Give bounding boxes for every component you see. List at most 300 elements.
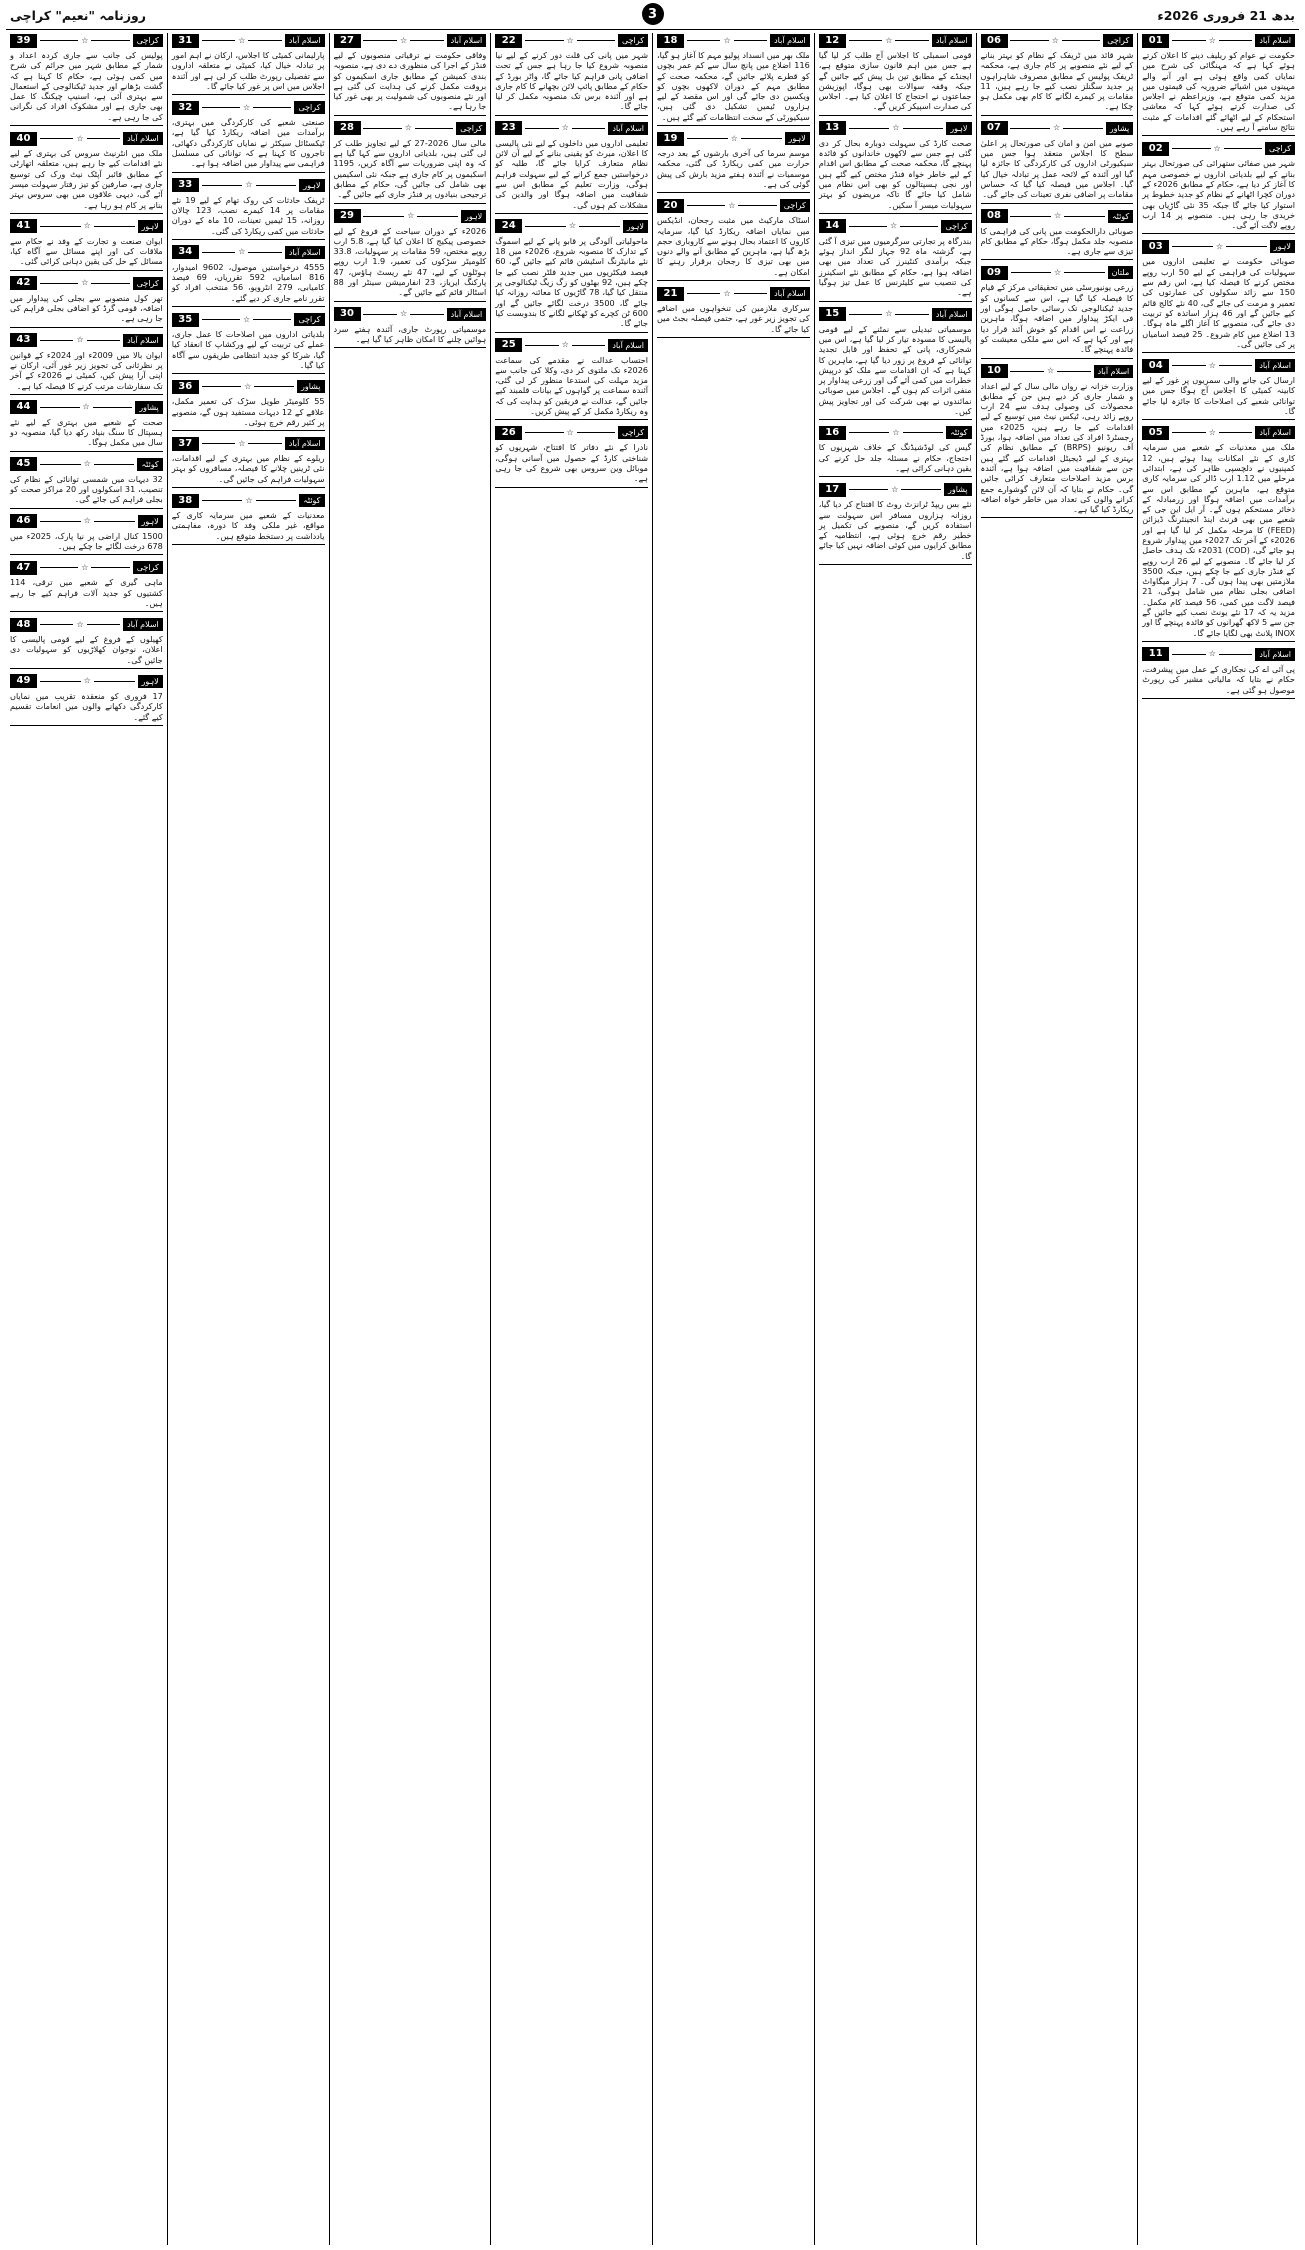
story-number-badge: 26 xyxy=(495,426,522,440)
story-header xyxy=(981,121,1134,136)
story-divider xyxy=(495,419,648,420)
story-number-badge: 15 xyxy=(819,307,846,321)
star-divider-icon xyxy=(40,279,130,287)
news-story[interactable] xyxy=(495,121,648,214)
news-column xyxy=(6,33,167,2245)
dateline-tag: کراچی xyxy=(456,122,486,135)
story-body: اسٹاک مارکیٹ میں مثبت رجحان، انڈیکس میں نمایاں اضافہ ریکارڈ کیا گیا، سرمایہ کاروں کا اعتماد بحال ہونے سے کاروباری حجم بڑھ گیا ہے، ماہرین کے مطابق آنے والے دنوں میں بھی تیزی کا رجحان برقرار رہنے کا امکان ہے۔ xyxy=(657,215,810,277)
story-header xyxy=(10,219,163,234)
news-story[interactable] xyxy=(819,307,972,421)
story-header xyxy=(10,674,163,689)
story-number-badge: 43 xyxy=(10,333,37,347)
star-divider-icon xyxy=(849,37,929,45)
story-divider xyxy=(981,115,1134,116)
story-number-badge: 28 xyxy=(334,121,361,135)
story-body: تھر کول منصوبے سے بجلی کی پیداوار میں اضافہ، قومی گرڈ کو اضافی بجلی فراہم کی جا رہی ہے۔ xyxy=(10,292,163,324)
story-number-badge: 33 xyxy=(172,178,199,192)
dateline-tag: کوئٹہ xyxy=(137,458,162,471)
news-story[interactable] xyxy=(172,178,325,240)
story-body: تعلیمی اداروں میں داخلوں کے لیے نئی پالیسی کا اعلان، میرٹ کو یقینی بنانے کے لیے آن لائن نظام متعارف کرایا جائے گا، طلبہ کو درخواستیں جمع کرانے کے لیے سہولت فراہم ہوگی، وزارت تعلیم کے مطابق اس سے شفافیت میں اضافہ ہوگا اور والدین کی مشکلات کم ہوں گی۔ xyxy=(495,137,648,210)
story-number-badge: 32 xyxy=(172,101,199,115)
star-glyph: ☆ xyxy=(399,35,408,45)
dateline-tag: کراچی xyxy=(294,101,324,114)
news-story[interactable] xyxy=(819,33,972,116)
story-body: معدنیات کے شعبے میں سرمایہ کاری کے مواقع، غیر ملکی وفد کا دورہ، مفاہمتی یادداشت پر دستخط متوقع ہیں۔ xyxy=(171,510,325,541)
story-header xyxy=(819,33,972,48)
story-divider xyxy=(981,203,1134,204)
dateline-tag: کراچی xyxy=(618,426,648,439)
dateline-tag: اسلام آباد xyxy=(770,287,810,300)
news-column xyxy=(1137,33,1299,2245)
news-story[interactable] xyxy=(10,514,163,556)
story-body: پارلیمانی کمیٹی کا اجلاس، ارکان نے اہم امور پر تبادلہ خیال کیا، کمیٹی نے متعلقہ اداروں سے تفصیلی رپورٹ طلب کر لی ہے اور آئندہ اجلاس میں اس پر غور کیا جائے گا۔ xyxy=(171,50,325,91)
story-header xyxy=(1142,647,1295,662)
story-body: پی آئی اے کی نجکاری کے عمل میں پیشرفت، حکام نے بتایا کہ مالیاتی مشیر کی رپورٹ موصول ہو گئی ہے۔ xyxy=(1142,663,1295,695)
story-number-badge: 23 xyxy=(495,121,522,135)
story-divider xyxy=(334,203,487,204)
story-divider xyxy=(172,306,325,307)
star-glyph: ☆ xyxy=(245,495,253,505)
column-container xyxy=(6,33,1299,2245)
star-divider-icon xyxy=(364,310,444,318)
story-body: ارسال کی جانے والی سمریوں پر غور کے لیے کابینہ کمیٹی کا اجلاس آج ہوگا جس میں توانائی شعبے کی اصلاحات کا جائزہ لیا جائے گا۔ xyxy=(1142,375,1295,417)
star-glyph: ☆ xyxy=(83,676,91,686)
story-header xyxy=(981,265,1134,280)
story-body: ایوان بالا میں 2009ء اور 2024ء کے قوانین پر نظرثانی کی تجویز زیر غور آئی، ارکان نے اپنی آرا پیش کیں، کمیٹی نے 2026ء کے آخر تک سفارشات مرتب کرنے کا فیصلہ کیا ہے۔ xyxy=(10,349,163,391)
story-body: صوبے میں امن و امان کی صورتحال پر اعلیٰ سطح کا اجلاس منعقد ہوا جس میں سیکیورٹی اداروں کی کارکردگی کا جائزہ لیا گیا اور آئندہ کے لائحہ عمل پر تبادلہ خیال کیا گیا۔ اجلاس میں فیصلہ کیا گیا کہ حساس مقامات پر اضافی نفری تعینات کی جائے گی۔ xyxy=(980,137,1134,200)
star-divider-icon xyxy=(1172,650,1252,658)
dateline-tag: اسلام آباد xyxy=(123,334,163,347)
story-body: 1500 کنال اراضی پر نیا پارک، 2025ء میں 678 درخت لگائے جا چکے ہیں۔ xyxy=(10,530,163,551)
story-divider xyxy=(1142,641,1295,642)
news-story[interactable] xyxy=(172,436,325,488)
story-divider xyxy=(495,115,648,116)
star-glyph: ☆ xyxy=(1215,241,1224,251)
story-header xyxy=(10,333,163,348)
story-header xyxy=(10,400,163,415)
news-story[interactable] xyxy=(10,560,163,612)
story-body: کھیلوں کے فروغ کے لیے قومی پالیسی کا اعلان، نوجوان کھلاڑیوں کو سہولیات دی جائیں گی۔ xyxy=(10,634,163,665)
story-header xyxy=(10,276,163,291)
dateline-tag: اسلام آباد xyxy=(1255,426,1295,439)
star-glyph: ☆ xyxy=(730,133,738,143)
story-body: گیس کی لوڈشیڈنگ کے خلاف شہریوں کا احتجاج، حکام نے مسئلہ جلد حل کرنے کی یقین دہانی کرائی ہے۔ xyxy=(818,442,972,473)
star-glyph: ☆ xyxy=(82,402,90,412)
star-glyph: ☆ xyxy=(81,278,89,288)
story-header xyxy=(172,493,325,508)
star-divider-icon xyxy=(849,310,929,318)
story-header xyxy=(10,514,163,529)
news-story[interactable] xyxy=(172,100,325,172)
story-body: پولیس کی جانب سے جاری کردہ اعداد و شمار کے مطابق شہر میں جرائم کی شرح میں کمی ہوئی ہے، حکام کا کہنا ہے کہ گشت بڑھانے اور جدید ٹیکنالوجی کے استعمال سے بہتری آئی ہے، اسنیپ چیکنگ کا عمل بھی جاری ہے اور مشکوک افراد کی نگرانی کی جا رہی ہے۔ xyxy=(10,50,163,122)
story-header xyxy=(981,364,1134,379)
news-story[interactable] xyxy=(334,121,487,204)
star-divider-icon xyxy=(687,135,782,143)
story-number-badge: 39 xyxy=(10,34,37,48)
news-story[interactable] xyxy=(819,121,972,214)
star-glyph: ☆ xyxy=(566,427,574,437)
news-story[interactable] xyxy=(819,425,972,477)
news-story[interactable] xyxy=(172,493,325,545)
dateline-tag: اسلام آباد xyxy=(608,122,648,135)
dateline-tag: اسلام آباد xyxy=(932,308,972,321)
news-column xyxy=(814,33,976,2245)
story-number-badge: 06 xyxy=(981,34,1008,48)
star-divider-icon xyxy=(40,460,134,468)
news-story[interactable] xyxy=(334,33,487,116)
story-header xyxy=(981,33,1134,48)
story-divider xyxy=(657,337,810,338)
news-story[interactable] xyxy=(10,617,163,669)
story-number-badge: 18 xyxy=(657,34,684,48)
star-divider-icon xyxy=(1172,37,1252,45)
dateline-tag: لاہور xyxy=(138,220,163,233)
story-divider xyxy=(172,487,325,488)
story-body: 17 فروری کو منعقدہ تقریب میں نمایاں کارکردگی دکھانے والوں میں انعامات تقسیم کیے گئے۔ xyxy=(10,690,163,722)
story-divider xyxy=(1142,698,1295,699)
star-divider-icon xyxy=(40,677,135,685)
star-divider-icon xyxy=(687,202,777,210)
news-story[interactable] xyxy=(10,457,163,509)
story-divider xyxy=(657,280,810,281)
story-header xyxy=(1142,33,1295,48)
story-number-badge: 31 xyxy=(172,34,199,48)
news-story[interactable] xyxy=(1142,33,1295,136)
star-glyph: ☆ xyxy=(83,221,91,231)
story-number-badge: 36 xyxy=(172,380,199,394)
story-number-badge: 05 xyxy=(1142,426,1169,440)
news-story[interactable] xyxy=(657,286,810,338)
dateline-tag: لاہور xyxy=(623,220,648,233)
story-body: نادرا کے نئے دفاتر کا افتتاح، شہریوں کو شناختی کارڈ کے حصول میں آسانی ہوگی، موبائل وین سروس بھی شروع کی جا رہی ہے۔ xyxy=(495,442,648,484)
news-story[interactable] xyxy=(981,209,1134,261)
star-glyph: ☆ xyxy=(238,438,246,448)
story-divider xyxy=(1142,419,1295,420)
story-header xyxy=(1142,141,1295,156)
story-header xyxy=(657,286,810,301)
story-divider xyxy=(10,394,163,395)
news-story[interactable] xyxy=(819,219,972,302)
news-story[interactable] xyxy=(172,33,325,95)
story-number-badge: 29 xyxy=(334,209,361,223)
story-number-badge: 04 xyxy=(1142,359,1169,373)
story-divider xyxy=(10,213,163,214)
news-story[interactable] xyxy=(495,33,648,116)
story-divider xyxy=(819,476,972,477)
story-number-badge: 14 xyxy=(819,219,846,233)
news-story[interactable] xyxy=(10,400,163,452)
dateline-tag: پشاور xyxy=(1106,122,1134,135)
story-body: ٹریفک حادثات کی روک تھام کے لیے 19 نئے مقامات پر 14 کیمرے نصب، 123 چالان روزانہ، 15 ٹیمیں تعینات، 10 ماہ کے دوران حادثات میں کمی ریکارڈ کی گئی۔ xyxy=(171,194,325,236)
dateline-tag: اسلام آباد xyxy=(1255,34,1295,47)
story-body: موسم سرما کی آخری بارشوں کے بعد درجہ حرارت میں کمی ریکارڈ کی گئی، محکمہ موسمیات نے آئندہ ہفتے مزید بارش کی پیش گوئی کی ہے۔ xyxy=(657,148,810,189)
story-number-badge: 47 xyxy=(10,561,37,575)
story-header xyxy=(334,33,487,48)
story-body: ماہی گیری کے شعبے میں ترقی، 114 کشتیوں کو جدید آلات فراہم کیے جا رہے ہیں۔ xyxy=(10,577,163,608)
story-header xyxy=(819,425,972,440)
star-glyph: ☆ xyxy=(81,562,89,572)
news-story[interactable] xyxy=(10,674,163,726)
story-number-badge: 44 xyxy=(10,400,37,414)
story-number-badge: 25 xyxy=(495,338,522,352)
star-divider-icon xyxy=(40,517,135,525)
story-number-badge: 19 xyxy=(657,132,684,146)
news-story[interactable] xyxy=(172,312,325,374)
star-divider-icon xyxy=(364,124,454,132)
star-divider-icon xyxy=(202,497,296,505)
story-header xyxy=(495,425,648,440)
star-divider-icon xyxy=(1172,243,1267,251)
dateline-tag: کراچی xyxy=(618,34,648,47)
story-body: مالی سال 2026-27 کے لیے تجاویز طلب کر لی گئی ہیں، بلدیاتی اداروں سے کہا گیا ہے کہ وہ اپنی ضروریات سے آگاہ کریں، 1195 اسکیموں پر کام جاری ہے جبکہ نئی اسکیمیں بھی شامل کی جائیں گی، حکام کے مطابق ترجیحی بنیادوں پر فنڈز جاری کیے جائیں گے۔ xyxy=(333,137,487,200)
dateline-tag: کراچی xyxy=(294,313,324,326)
story-divider xyxy=(981,358,1134,359)
dateline-tag: اسلام آباد xyxy=(1255,648,1295,661)
story-divider xyxy=(10,725,163,726)
dateline-tag: پشاور xyxy=(944,483,972,496)
news-story[interactable] xyxy=(657,131,810,193)
story-number-badge: 01 xyxy=(1142,34,1169,48)
story-body: صوبائی دارالحکومت میں پانی کی فراہمی کا منصوبہ جلد مکمل ہوگا، حکام کے مطابق کام تیزی سے جاری ہے۔ xyxy=(980,225,1134,257)
news-story[interactable] xyxy=(172,245,325,307)
story-divider xyxy=(657,125,810,126)
star-divider-icon xyxy=(1011,367,1091,375)
star-divider-icon xyxy=(849,222,939,230)
story-header xyxy=(172,245,325,260)
story-divider xyxy=(10,327,163,328)
star-glyph: ☆ xyxy=(76,133,84,143)
star-glyph: ☆ xyxy=(407,211,415,221)
news-column xyxy=(329,33,491,2245)
news-story[interactable] xyxy=(334,209,487,302)
news-story[interactable] xyxy=(981,364,1134,519)
story-number-badge: 07 xyxy=(981,121,1008,135)
story-header xyxy=(334,209,487,224)
news-story[interactable] xyxy=(10,33,163,126)
star-divider-icon xyxy=(849,429,943,437)
story-number-badge: 24 xyxy=(495,219,522,233)
story-number-badge: 40 xyxy=(10,132,37,146)
story-header xyxy=(172,436,325,451)
news-story[interactable] xyxy=(819,482,972,565)
news-story[interactable] xyxy=(1142,425,1295,642)
news-column xyxy=(652,33,814,2245)
story-divider xyxy=(10,611,163,612)
star-divider-icon xyxy=(364,212,459,220)
story-divider xyxy=(334,115,487,116)
story-divider xyxy=(172,172,325,173)
dateline-tag: کوئٹہ xyxy=(299,494,324,507)
page-number-badge: 3 xyxy=(642,3,664,25)
news-column xyxy=(167,33,329,2245)
story-header xyxy=(819,219,972,234)
story-body: نئے بس ریپڈ ٹرانزٹ روٹ کا افتتاح کر دیا گیا، روزانہ ہزاروں مسافر اس سہولت سے استفادہ کریں گے، منصوبے کی تکمیل پر خطیر رقم خرچ ہوئی ہے، انتظامیہ کے مطابق کرایوں میں کوئی اضافہ نہیں کیا جائے گا۔ xyxy=(818,499,972,561)
star-glyph: ☆ xyxy=(1208,360,1216,370)
story-header xyxy=(1142,425,1295,440)
dateline-tag: کراچی xyxy=(133,34,163,47)
star-glyph: ☆ xyxy=(890,221,898,231)
story-number-badge: 46 xyxy=(10,514,37,528)
news-story[interactable] xyxy=(495,425,648,487)
dateline-tag: اسلام آباد xyxy=(1094,365,1134,378)
dateline-tag: لاہور xyxy=(138,515,163,528)
story-body: زرعی یونیورسٹی میں تحقیقاتی مرکز کے قیام کا فیصلہ کیا گیا ہے، اس سے کسانوں کو جدید ٹیکنالوجی تک رسائی حاصل ہوگی اور فی ایکڑ پیداوار میں اضافہ ہوگا، ماہرین زراعت نے اس اقدام کو خوش آئند قرار دیا ہے اور کہا ہے کہ اس سے ملکی معیشت کو فائدہ پہنچے گا۔ xyxy=(980,282,1134,355)
story-number-badge: 17 xyxy=(819,483,846,497)
story-body: ملک میں انٹرنیٹ سروس کی بہتری کے لیے نئے اقدامات کیے جا رہے ہیں، متعلقہ اتھارٹی کے مطابق فائبر آپٹک نیٹ ورک کی توسیع جاری ہے، صارفین کو تیز رفتار سہولت میسر آئے گی، دیہی علاقوں میں بھی سروس بہتر بنانے پر کام ہو رہا ہے۔ xyxy=(10,148,163,210)
story-number-badge: 02 xyxy=(1142,142,1169,156)
news-story[interactable] xyxy=(10,219,163,271)
story-divider xyxy=(172,544,325,545)
story-number-badge: 12 xyxy=(819,34,846,48)
story-header xyxy=(819,307,972,322)
star-glyph: ☆ xyxy=(1208,35,1216,45)
story-divider xyxy=(172,430,325,431)
story-divider xyxy=(1142,233,1295,234)
story-body: موسمیاتی رپورٹ جاری، آئندہ ہفتے سرد ہوائیں چلنے کا امکان ظاہر کیا گیا ہے۔ xyxy=(333,323,487,344)
dateline-tag: کراچی xyxy=(1265,142,1295,155)
news-story[interactable] xyxy=(981,121,1134,204)
star-glyph: ☆ xyxy=(243,102,251,112)
story-header xyxy=(10,131,163,146)
story-number-badge: 27 xyxy=(334,34,361,48)
masthead-edition-date: بدھ 21 فروری 2026ء xyxy=(1157,8,1295,23)
story-header xyxy=(10,33,163,48)
news-story[interactable] xyxy=(495,219,648,333)
news-story[interactable] xyxy=(1142,239,1295,353)
news-story[interactable] xyxy=(657,198,810,281)
star-divider-icon xyxy=(849,124,944,132)
news-story[interactable] xyxy=(1142,647,1295,699)
star-divider-icon xyxy=(525,341,605,349)
star-glyph: ☆ xyxy=(885,309,893,319)
dateline-tag: اسلام آباد xyxy=(447,308,487,321)
news-story[interactable] xyxy=(1142,141,1295,234)
story-divider xyxy=(819,419,972,420)
dateline-tag: کراچی xyxy=(133,277,163,290)
story-divider xyxy=(657,192,810,193)
story-header xyxy=(10,560,163,575)
story-divider xyxy=(981,259,1134,260)
story-number-badge: 38 xyxy=(172,494,199,508)
news-story[interactable] xyxy=(10,276,163,328)
story-header xyxy=(657,33,810,48)
story-divider xyxy=(981,517,1134,518)
star-glyph: ☆ xyxy=(892,427,900,437)
story-body: ملک میں معدنیات کے شعبے میں سرمایہ کاری کے نئے امکانات پیدا ہوئے ہیں، 12 کمپنیوں نے دلچسپی ظاہر کی ہے، ابتدائی مرحلے میں 1.12 ارب ڈالر کی سرمایہ کاری متوقع ہے، ماہرین کے مطابق اس سے برآمدات میں اضافہ ہوگا اور زرمبادلہ کے ذخائر مستحکم ہوں گے۔ آر ایل این جی کے شعبے میں بھی فرنٹ اینڈ انجینئرنگ ڈیزائن (FEED) کا مرحلہ مکمل کر لیا گیا ہے اور 2026ء کے آخر تک 2027ء میں پیداوار شروع ہو جائے گی، (COD) 2031ء تک ہدف حاصل کر لیا جائے گا۔ منصوبے کے لیے 26 ارب روپے کے فنڈز جاری کیے جا چکے ہیں، جبکہ 3500 ملازمتیں بھی پیدا ہوں گی۔ 7 ہزار میگاواٹ اضافی بجلی نظام میں شامل ہوگی، 21 فیصد لاگت میں کمی، 56 فیصد کام مکمل۔ مزید یہ کہ 17 نئے یونٹ نصب کیے جائیں گے جن سے 5 لاکھ گھرانوں کو فائدہ پہنچے گا اور INOX پلانٹ بھی لگایا جائے گا۔ xyxy=(1142,442,1296,638)
news-story[interactable] xyxy=(172,379,325,431)
star-glyph: ☆ xyxy=(723,35,731,45)
dateline-tag: اسلام آباد xyxy=(285,437,325,450)
dateline-tag: کراچی xyxy=(780,199,810,212)
dateline-tag: کوئٹہ xyxy=(1108,210,1133,223)
story-number-badge: 34 xyxy=(172,245,199,259)
dateline-tag: لاہور xyxy=(785,132,810,145)
news-story[interactable] xyxy=(334,307,487,349)
story-number-badge: 45 xyxy=(10,457,37,471)
story-divider xyxy=(10,451,163,452)
story-divider xyxy=(819,564,972,565)
story-header xyxy=(981,209,1134,224)
news-column xyxy=(490,33,652,2245)
story-body: ماحولیاتی آلودگی پر قابو پانے کے لیے اسموگ کے تدارک کا منصوبہ شروع، 2026ء میں 18 نئے مانیٹرنگ اسٹیشن قائم کیے جائیں گے، 60 فیصد فیکٹریوں میں جدید فلٹر نصب کیے جا چکے ہیں، 92 بھٹوں کو زگ زیگ ٹیکنالوجی پر منتقل کیا گیا، 78 گاڑیوں کا معائنہ روزانہ کیا جائے گا، 3500 درخت لگائے جائیں گے اور 600 ٹن کچرے کو ٹھکانے لگانے کا بندوبست کیا جائے گا۔ xyxy=(495,235,648,329)
story-divider xyxy=(334,347,487,348)
story-divider xyxy=(334,301,487,302)
star-glyph: ☆ xyxy=(76,619,84,629)
star-divider-icon xyxy=(687,37,767,45)
star-divider-icon xyxy=(202,181,297,189)
star-glyph: ☆ xyxy=(1053,267,1062,277)
story-header xyxy=(1142,358,1295,373)
story-body: شہر میں صفائی ستھرائی کی صورتحال بہتر بنانے کے لیے بلدیاتی اداروں نے خصوصی مہم کا آغاز کر دیا ہے، حکام کے مطابق 2026ء کے دوران کچرا اٹھانے کے نظام کو جدید خطوط پر استوار کیا جائے گا جبکہ 35 نئی گاڑیاں بھی خریدی جا رہی ہیں۔ منصوبے پر 14 ارب روپے لاگت آئے گی۔ xyxy=(1142,158,1295,231)
star-glyph: ☆ xyxy=(561,123,569,133)
story-header xyxy=(172,379,325,394)
story-body: ملک بھر میں انسداد پولیو مہم کا آغاز ہو گیا، 116 اضلاع میں پانچ سال سے کم عمر بچوں کو قطرے پلائے جائیں گے، محکمہ صحت کے مطابق مہم کے دوران لاکھوں بچوں کو ویکسین دی جائے گی اور اس مقصد کے لیے ہزاروں ٹیمیں تشکیل دی گئی ہیں، سیکیورٹی کے سخت انتظامات کیے گئے ہیں۔ xyxy=(657,50,810,122)
story-body: ایوان صنعت و تجارت کے وفد نے حکام سے ملاقات کی اور اپنے مسائل سے آگاہ کیا، مسائل کے حل کی یقین دہانی کرائی گئی۔ xyxy=(10,235,163,267)
dateline-tag: اسلام آباد xyxy=(608,339,648,352)
star-divider-icon xyxy=(849,486,941,494)
story-header xyxy=(172,100,325,115)
story-number-badge: 35 xyxy=(172,313,199,327)
news-story[interactable] xyxy=(981,265,1134,358)
star-divider-icon xyxy=(40,336,120,344)
story-header xyxy=(334,121,487,136)
dateline-tag: اسلام آباد xyxy=(285,34,325,47)
story-body: بندرگاہ پر تجارتی سرگرمیوں میں تیزی آ گئی ہے، گزشتہ ماہ 92 جہاز لنگر انداز ہوئے جبکہ برآمدی کنٹینرز کی تعداد میں بھی اضافہ ہوا ہے، حکام کے مطابق نئے اسکینرز کی تنصیب سے کلیئرنس کا عمل تیز ہوگیا ہے۔ xyxy=(818,235,972,298)
story-number-badge: 42 xyxy=(10,276,37,290)
star-glyph: ☆ xyxy=(728,200,736,210)
news-story[interactable] xyxy=(10,333,163,395)
star-glyph: ☆ xyxy=(83,516,91,526)
story-number-badge: 03 xyxy=(1142,240,1169,254)
story-header xyxy=(657,198,810,213)
story-body: بلدیاتی اداروں میں اصلاحات کا عمل جاری، عملے کی تربیت کے لیے ورکشاپ کا انعقاد کیا گیا، شرکا کو جدید انتظامی طریقوں سے آگاہ کیا گیا۔ xyxy=(171,329,325,370)
star-glyph: ☆ xyxy=(891,484,899,494)
news-story[interactable] xyxy=(1142,358,1295,420)
dateline-tag: کوئٹہ xyxy=(946,426,971,439)
story-body: وزارت خزانہ نے رواں مالی سال کے لیے اعداد و شمار جاری کر دیے ہیں جن کے مطابق محصولات کی وصولی ہدف سے 24 ارب روپے زائد رہی، ٹیکس نیٹ میں توسیع کے لیے اقدامات کیے جا رہے ہیں، 2025ء میں رجسٹرڈ افراد کی تعداد میں اضافہ ہوا، بورڈ آف ریونیو (BRPS) کے مطابق نظام کی بہتری کے لیے ڈیجیٹل اقدامات کیے گئے ہیں جن سے شفافیت میں اضافہ ہوا ہے، آئندہ برس مزید اصلاحات متعارف کرائی جائیں گی۔ حکام نے بتایا کہ آن لائن گوشوارے جمع کرانے والوں کی تعداد میں خاطر خواہ اضافہ ریکارڈ کیا گیا ہے۔ xyxy=(980,380,1134,515)
news-story[interactable] xyxy=(10,131,163,214)
story-divider xyxy=(10,508,163,509)
star-divider-icon xyxy=(364,37,444,45)
story-header xyxy=(172,178,325,193)
story-number-badge: 41 xyxy=(10,219,37,233)
star-divider-icon xyxy=(40,135,120,143)
story-header xyxy=(495,338,648,353)
news-story[interactable] xyxy=(495,338,648,421)
star-glyph: ☆ xyxy=(1213,143,1221,153)
star-divider-icon xyxy=(687,290,767,298)
news-story[interactable] xyxy=(981,33,1134,116)
star-glyph: ☆ xyxy=(245,180,253,190)
star-glyph: ☆ xyxy=(1046,366,1055,376)
news-story[interactable] xyxy=(657,33,810,126)
story-body: 55 کلومیٹر طویل سڑک کی تعمیر مکمل، علاقے کے 12 دیہات مستفید ہوں گے، منصوبے پر کثیر رقم خرچ ہوئی۔ xyxy=(171,396,325,427)
star-glyph: ☆ xyxy=(399,309,408,319)
story-divider xyxy=(495,213,648,214)
star-glyph: ☆ xyxy=(1051,35,1059,45)
dateline-tag: پشاور xyxy=(135,401,163,414)
star-divider-icon xyxy=(202,383,294,391)
masthead-title: روزنامہ "نعیم" کراچی xyxy=(10,8,146,23)
story-header xyxy=(172,312,325,327)
star-divider-icon xyxy=(1011,37,1101,45)
story-body: شہر میں پانی کی قلت دور کرنے کے لیے نیا منصوبہ شروع کیا جا رہا ہے جس کے تحت اضافی پانی فراہم کیا جائے گا، واٹر بورڈ کے حکام کے مطابق پائپ لائن بچھانے کا کام جاری ہے اور آئندہ برس تک منصوبہ مکمل کر لیا جائے گا۔ xyxy=(495,50,648,112)
star-glyph: ☆ xyxy=(1054,211,1062,221)
story-divider xyxy=(10,554,163,555)
story-divider xyxy=(10,125,163,126)
star-divider-icon xyxy=(40,37,130,45)
star-glyph: ☆ xyxy=(404,123,412,133)
